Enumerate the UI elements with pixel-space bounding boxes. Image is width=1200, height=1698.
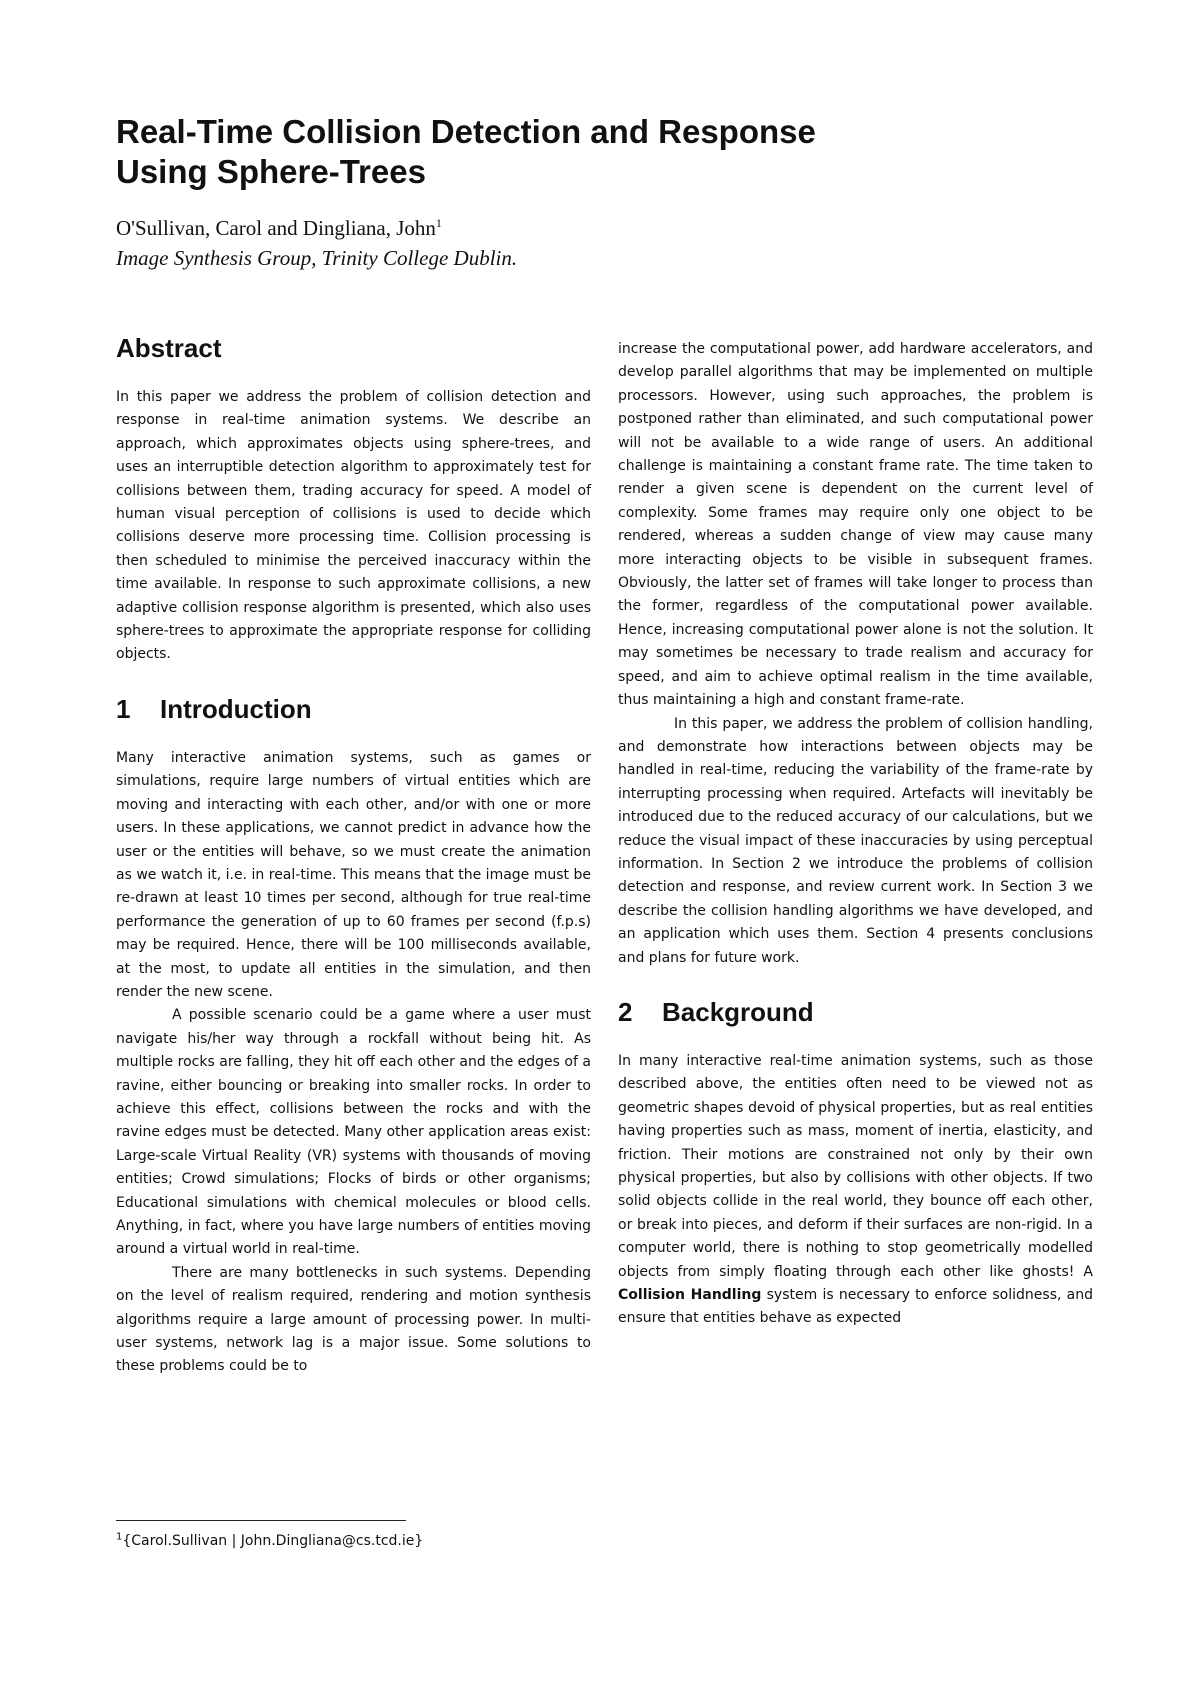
footnote-text: {Carol.Sullivan | John.Dingliana@cs.tcd.ie} xyxy=(122,1533,424,1549)
affiliation: Image Synthesis Group, Trinity College Dublin. xyxy=(116,246,518,270)
authors-text: O'Sullivan, Carol and Dingliana, John xyxy=(116,216,436,240)
author-list xyxy=(116,214,1016,242)
footnote-divider xyxy=(116,1520,406,1521)
intro-paragraph-1: Many interactive animation systems, such as games or simulations, require large numbers of virtual entities which are moving and interacting with each other, and/or with one or more users. In these applications, we cannot predict in advance how the user or the entities will behave, so we must create the animation as we watch it, i.e. in real-time. This means that the image must be re-drawn at least 10 times per second, although for true real-time performance the generation of up to 60 frames per second (f.p.s) may be required. Hence, there will be 100 milliseconds available, at the most, to update all entities in the simulation, and then render the new scene. xyxy=(116,749,591,1000)
title-line-1: Real-Time Collision Detection and Response xyxy=(116,113,816,150)
section-number: 1 xyxy=(116,693,131,724)
section-number: 2 xyxy=(618,996,633,1027)
background-text-after: system is necessary to enforce solidness, and ensure that entities behave as expected xyxy=(618,1287,1094,1327)
section-title: Introduction xyxy=(160,693,312,724)
background-heading xyxy=(618,996,1093,1028)
footnote-mark: 1 xyxy=(116,1531,123,1543)
introduction-heading xyxy=(116,693,591,725)
abstract-text: In this paper we address the problem of collision detection and response in real-time animation systems. We describe an approach, which approximates objects using sphere-trees, and uses an interruptible detection algorithm to approximately test for collisions between them, trading accuracy for speed. A model of human visual perception of collisions is used to decide which collisions deserve more processing time. Collision processing is then scheduled to minimise the perceived inaccuracy within the time available. In response to such approximate collisions, a new adaptive collision response algorithm is presented, which also uses sphere-trees to approximate the appropriate response for colliding objects. xyxy=(116,389,591,663)
paper-title xyxy=(116,112,1096,192)
footnote xyxy=(116,1530,716,1552)
intro-paragraph-3-continued: increase the computational power, add hardware accelerators, and develop parallel algorithms that may be implemented on multiple processors. However, using such approaches, the problem is postponed rather than eliminated, and such computational power will not be available to a wide range of users. An additional challenge is maintaining a constant frame rate. The time taken to render a given scene is dependent on the current level of complexity. Some frames may require only one object to be rendered, whereas a sudden change of view may cause many more interacting objects to be visible in subsequent frames. Obviously, the latter set of frames will take longer to process than the former, regardless of the computational power available. Hence, increasing computational power alone is not the solution. It may sometimes be necessary to trade realism and accuracy for speed, and aim to achieve optimal realism in the time available, thus maintaining a high and constant frame-rate. xyxy=(618,341,1093,709)
intro-paragraph-3: There are many bottlenecks in such systems. Depending on the level of realism required, rendering and motion synthesis algorithms require a large amount of processing power. In multi-user systems, network lag is a major issue. Some solutions to these problems could be to xyxy=(116,1264,591,1375)
background-paragraph-1 xyxy=(618,1050,1093,1331)
left-column xyxy=(116,332,591,1379)
right-column xyxy=(618,338,1093,1331)
abstract-heading: Abstract xyxy=(116,333,222,363)
author-footnote-mark: 1 xyxy=(435,216,442,230)
section-title: Background xyxy=(662,996,814,1027)
title-line-2: Using Sphere-Trees xyxy=(116,153,426,190)
intro-paragraph-2: A possible scenario could be a game where a user must navigate his/her way through a rockfall without being hit. As multiple rocks are falling, they hit off each other and the edges of a ravine, either bouncing or breaking into smaller rocks. In order to achieve this effect, collisions between the rocks and with the ravine edges must be detected. Many other application areas exist: Large-scale Virtual Reality (VR) systems with thousands of moving entities; Crowd simulations; Flocks of birds or other organisms; Educational simulations with chemical molecules or blood cells. Anything, in fact, where you have large numbers of entities moving around a virtual world in real-time. xyxy=(116,1007,591,1258)
intro-paragraph-4: In this paper, we address the problem of collision handling, and demonstrate how interactions between objects may be handled in real-time, reducing the variability of the frame-rate by interrupting processing when required. Artefacts will inevitably be introduced due to the reduced accuracy of our calculations, but we reduce the visual impact of these inaccuracies by using perceptual information. In Section 2 we introduce the problems of collision detection and response, and review current work. In Section 3 we describe the collision handling algorithms we have developed, and an application which uses them. Section 4 presents conclusions and plans for future work. xyxy=(618,715,1093,966)
collision-handling-term: Collision Handling xyxy=(618,1287,762,1304)
background-text-before: In many interactive real-time animation systems, such as those described above, the entities often need to be viewed not as geometric shapes devoid of physical properties, but as real entities having properties such as mass, moment of inertia, elasticity, and friction. Their motions are constrained not only by their own physical properties, but also by collisions with other objects. If two solid objects collide in the real world, they bounce off each other, or break into pieces, and deform if their surfaces are non-rigid. In a computer world, there is nothing to stop geometrically modelled objects from simply floating through each other like ghosts! A xyxy=(618,1052,1093,1280)
